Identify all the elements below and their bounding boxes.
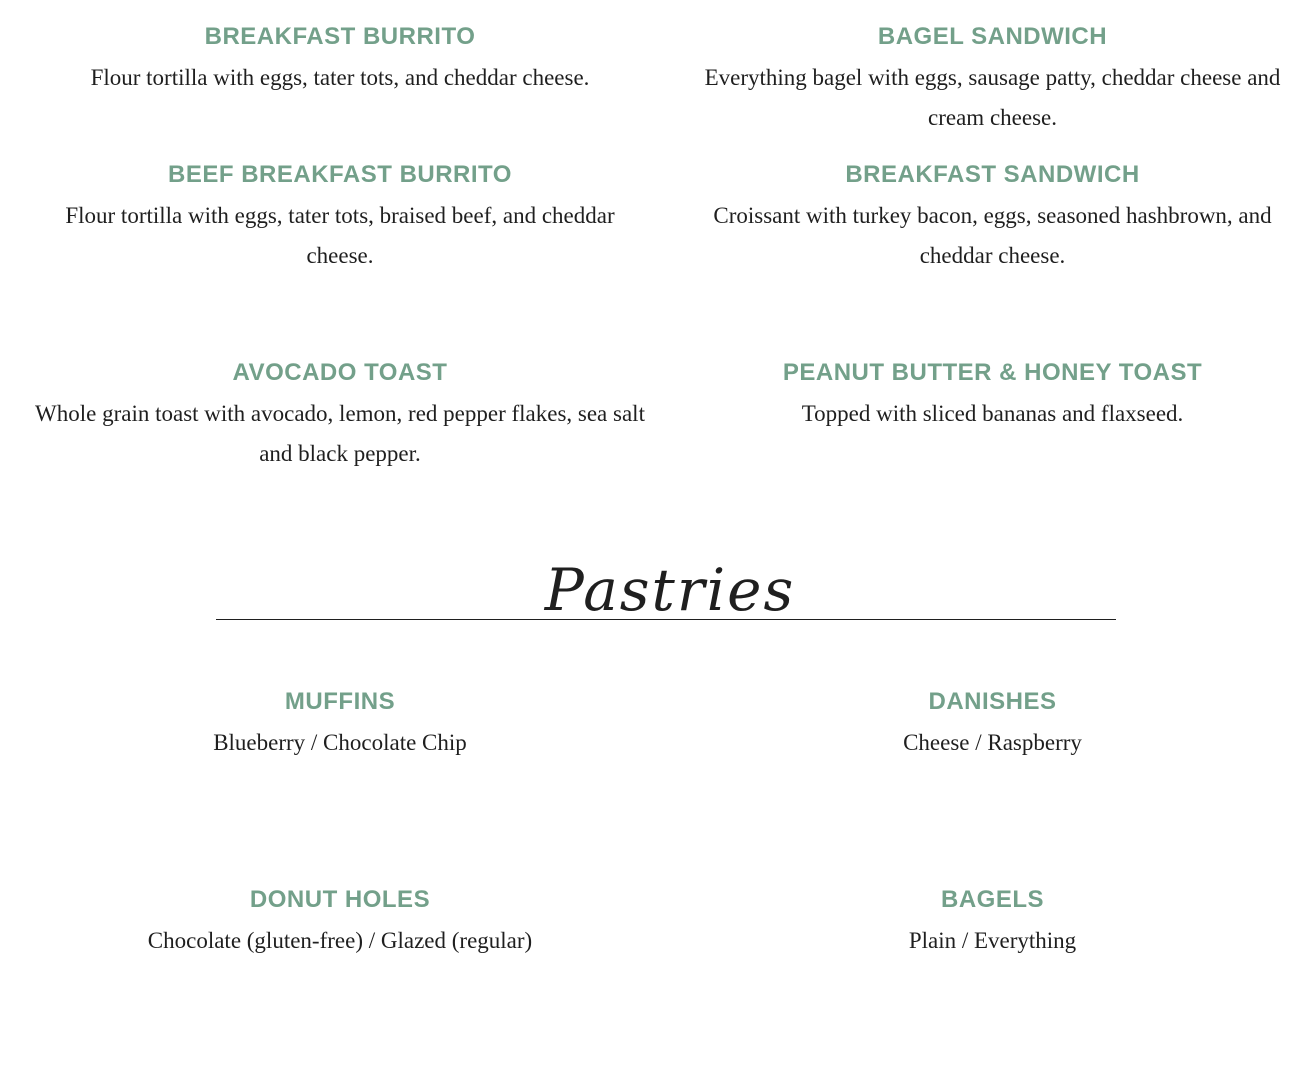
- menu-item-beef-breakfast-burrito: [30, 160, 650, 276]
- section-title-pastries: Pastries: [544, 556, 796, 624]
- item-name: BEEF BREAKFAST BURRITO: [168, 161, 512, 188]
- item-name: DONUT HOLES: [249, 886, 431, 913]
- menu-item-bagels: [700, 885, 1285, 961]
- item-name: DANISHES: [928, 688, 1057, 715]
- menu-item-donut-holes: [30, 885, 650, 961]
- menu-item-breakfast-sandwich: [700, 160, 1285, 276]
- item-name: MUFFINS: [284, 688, 396, 715]
- item-description: Chocolate (gluten-free) / Glazed (regular): [147, 928, 533, 953]
- item-description: Cheese / Raspberry: [903, 730, 1082, 755]
- menu-item-danishes: [700, 687, 1285, 763]
- item-name: BREAKFAST SANDWICH: [845, 161, 1140, 188]
- item-description: Everything bagel with eggs, sausage patty, cheddar cheese and cream cheese.: [704, 65, 1281, 130]
- item-description: Topped with sliced bananas and flaxseed.: [801, 401, 1184, 426]
- item-description: Flour tortilla with eggs, tater tots, and cheddar cheese.: [90, 65, 590, 90]
- item-description: Whole grain toast with avocado, lemon, red pepper flakes, sea salt and black pepper.: [35, 401, 645, 466]
- menu-item-muffins: [30, 687, 650, 763]
- item-description: Plain / Everything: [908, 928, 1077, 953]
- item-name: BAGELS: [940, 886, 1044, 913]
- item-description: Flour tortilla with eggs, tater tots, braised beef, and cheddar cheese.: [65, 203, 615, 268]
- menu-item-bagel-sandwich: [700, 22, 1285, 138]
- item-description: Blueberry / Chocolate Chip: [213, 730, 467, 755]
- menu-item-avocado-toast: [30, 358, 650, 474]
- item-name: BAGEL SANDWICH: [877, 23, 1108, 50]
- item-name: BREAKFAST BURRITO: [204, 23, 476, 50]
- menu-item-peanut-butter-honey-toast: [700, 358, 1285, 434]
- menu-item-breakfast-burrito: [30, 22, 650, 98]
- item-name: PEANUT BUTTER & HONEY TOAST: [782, 359, 1203, 386]
- item-description: Croissant with turkey bacon, eggs, seasoned hashbrown, and cheddar cheese.: [713, 203, 1272, 268]
- item-name: AVOCADO TOAST: [232, 359, 448, 386]
